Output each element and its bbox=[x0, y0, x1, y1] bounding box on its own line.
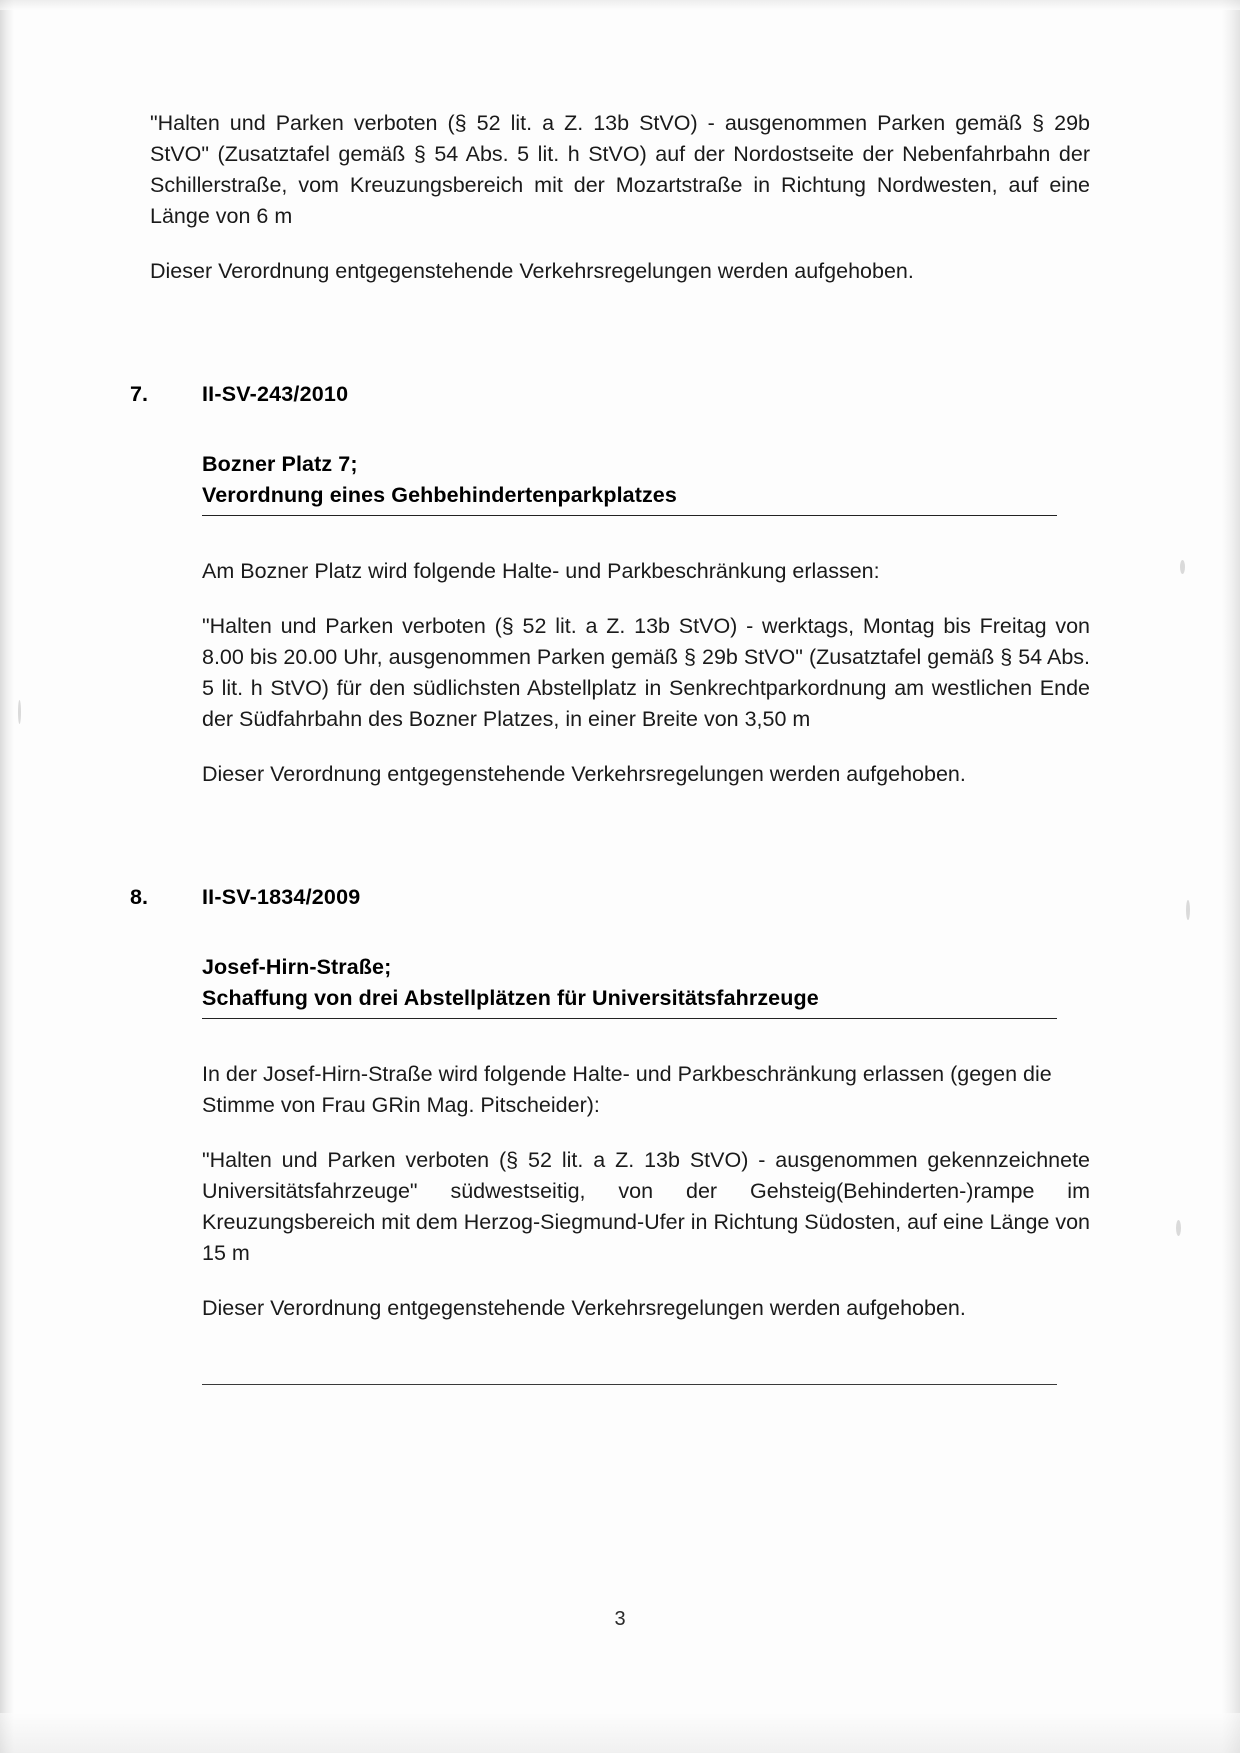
item-paragraph: In der Josef-Hirn-Straße wird folgende Halte- und Parkbeschränkung erlassen (gegen die Stimme von Frau GRin Mag. Pitscheider): bbox=[202, 1062, 1052, 1117]
item-paragraph: "Halten und Parken verboten (§ 52 lit. a Z. 13b StVO) - werktags, Montag bis Freitag von 8.00 bis 20.00 Uhr, ausgenommen Parken gemäß § 29b StVO" (Zusatztafel gemäß § 54 Abs. 5 lit. h StVO) für den südlichsten Abstellplatz in Senkrechtparkordnung am westlichen Ende der Südfahrbahn des Bozner Platzes, in einer Breite von 3,50 m bbox=[202, 614, 1090, 731]
item-title-line: Bozner Platz 7; bbox=[202, 452, 358, 476]
intro-paragraph-2: Dieser Verordnung entgegenstehende Verkehrsregelungen werden aufgehoben. bbox=[150, 259, 914, 283]
spacer bbox=[150, 1269, 1090, 1293]
item-title-block-8 bbox=[202, 952, 1057, 1019]
item-reference: II-SV-243/2010 bbox=[202, 382, 349, 406]
scan-speckle bbox=[1186, 900, 1190, 920]
agenda-item-heading-7 bbox=[130, 379, 1090, 409]
spacer bbox=[150, 735, 1090, 759]
item-title-line: Josef-Hirn-Straße; bbox=[202, 955, 392, 979]
spacer bbox=[150, 232, 1090, 256]
page-number: 3 bbox=[614, 1608, 626, 1630]
spacer bbox=[150, 587, 1090, 611]
item-title-line: Schaffung von drei Abstellplätzen für Universitätsfahrzeuge bbox=[202, 986, 819, 1010]
scan-edge-left bbox=[0, 0, 14, 1753]
spacer bbox=[150, 1121, 1090, 1145]
scan-speckle bbox=[18, 700, 21, 724]
item-reference: II-SV-1834/2009 bbox=[202, 885, 361, 909]
item-title-block-7 bbox=[202, 449, 1057, 516]
item-number: 7. bbox=[130, 382, 148, 406]
intro-paragraph-1: "Halten und Parken verboten (§ 52 lit. a Z. 13b StVO) - ausgenommen Parken gemäß § 29b StVO" (Zusatztafel gemäß § 54 Abs. 5 lit. h StVO) auf der Nordostseite der Nebenfahrbahn der Schillerstraße, vom Kreuzungsbereich mit der Mozartstraße in Richtung Nordwesten, auf eine Länge von 6 m bbox=[150, 111, 1090, 228]
scan-speckle bbox=[1176, 1220, 1181, 1236]
spacer bbox=[150, 409, 1090, 449]
spacer bbox=[150, 516, 1090, 556]
scan-edge-right bbox=[1222, 0, 1240, 1753]
item-number: 8. bbox=[130, 885, 148, 909]
spacer bbox=[150, 1019, 1090, 1059]
scan-edge-top bbox=[0, 0, 1240, 10]
agenda-item-heading-8 bbox=[130, 882, 1090, 912]
item-paragraph: Dieser Verordnung entgegenstehende Verkehrsregelungen werden aufgehoben. bbox=[202, 762, 966, 786]
item-paragraph: "Halten und Parken verboten (§ 52 lit. a Z. 13b StVO) - ausgenommen gekennzeichnete Universitätsfahrzeuge" südwestseitig, von der Gehsteig(Behinderten-)rampe im Kreuzungsbereich mit dem Herzog-Siegmund-Ufer in Richtung Südosten, auf eine Länge von 15 m bbox=[202, 1148, 1090, 1265]
item-paragraph: Dieser Verordnung entgegenstehende Verkehrsregelungen werden aufgehoben. bbox=[202, 1296, 966, 1320]
spacer bbox=[150, 912, 1090, 952]
scan-speckle bbox=[1180, 560, 1185, 574]
section-divider bbox=[202, 1384, 1057, 1385]
scan-edge-bottom bbox=[0, 1713, 1240, 1753]
spacer bbox=[150, 287, 1090, 379]
spacer bbox=[150, 790, 1090, 882]
item-paragraph: Am Bozner Platz wird folgende Halte- und Parkbeschränkung erlassen: bbox=[202, 559, 880, 583]
item-title-line: Verordnung eines Gehbehindertenparkplatzes bbox=[202, 483, 677, 507]
document-body bbox=[130, 108, 1090, 1385]
